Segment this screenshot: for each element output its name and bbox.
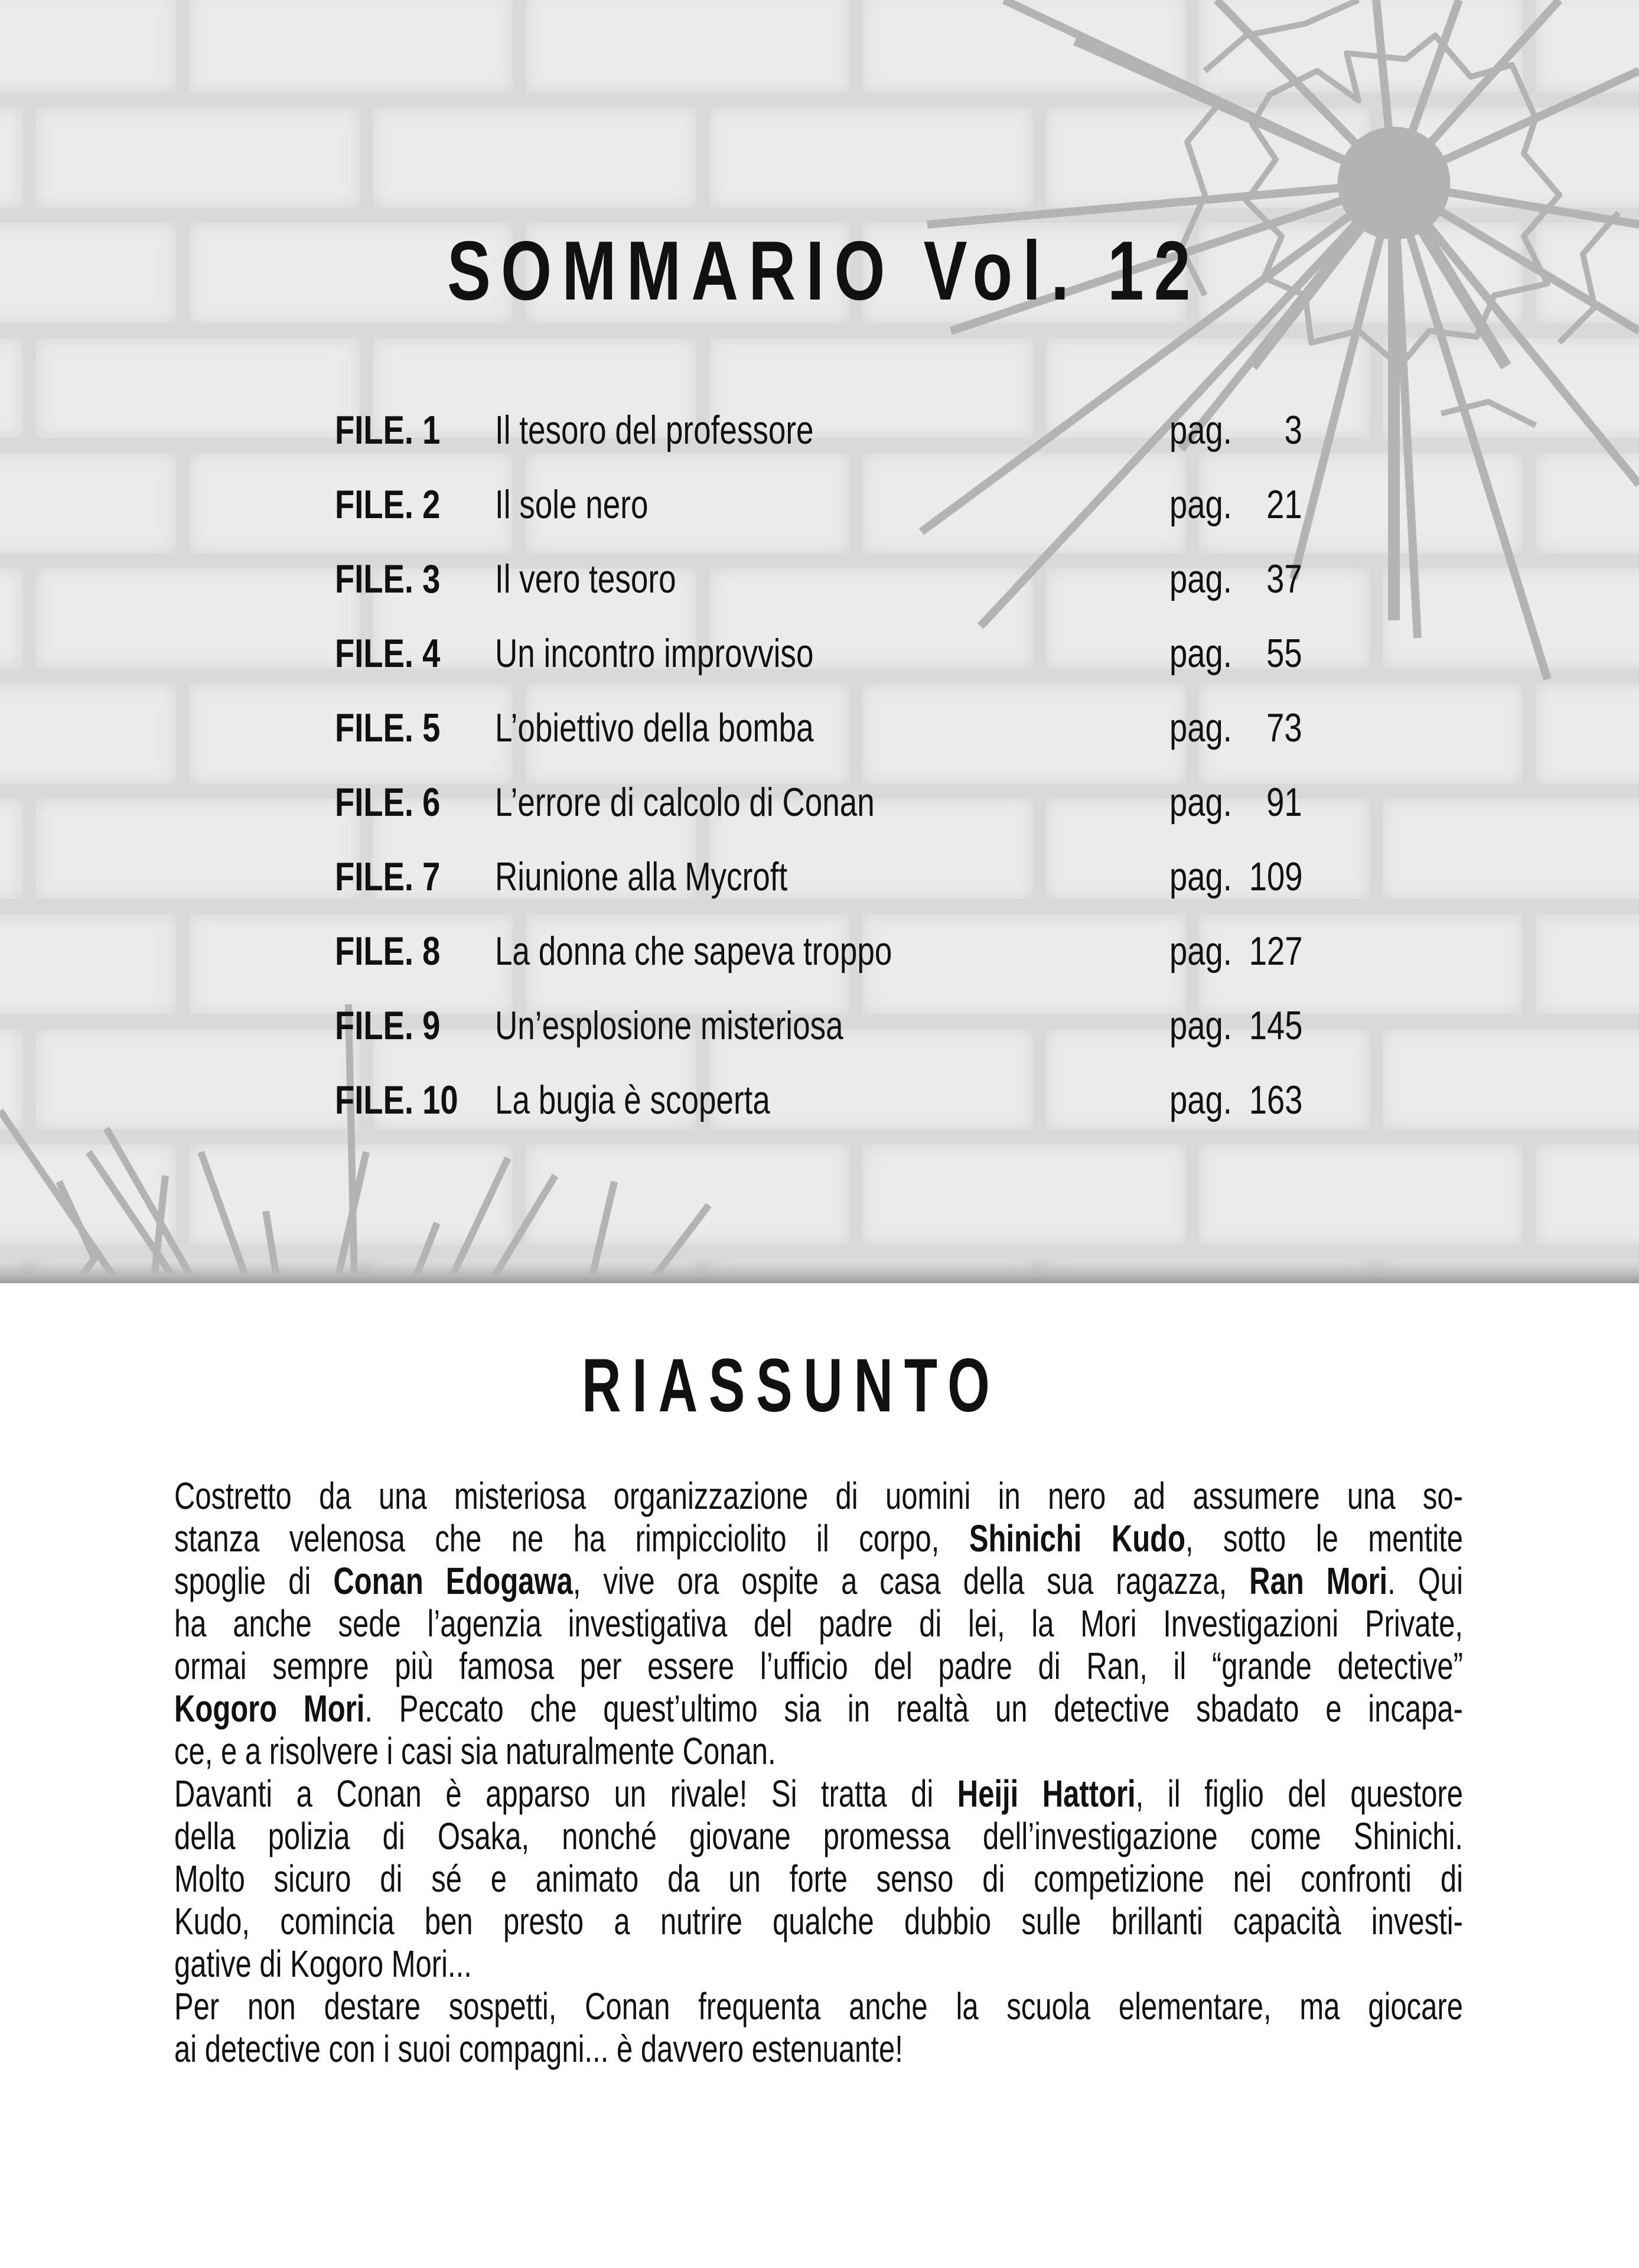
toc-page-label: pag.	[1169, 408, 1232, 453]
summary-line	[174, 1687, 1463, 1730]
summary-text: ai detective con i suoi compagni... è davvero estenuante!	[174, 2028, 903, 2070]
brick	[1199, 223, 1523, 323]
summary-line-text	[174, 1900, 1463, 1942]
toc-chapter-title: Il vero tesoro	[495, 557, 676, 601]
brick	[1536, 223, 1639, 323]
toc-page-number: 109	[1249, 854, 1302, 899]
brick	[0, 568, 23, 669]
page-title: SOMMARIO Vol. 12	[447, 224, 1201, 318]
toc-chapter-title: La bugia è scoperta	[495, 1078, 770, 1122]
summary-line	[174, 1815, 1463, 1857]
summary-line-text	[174, 1475, 1463, 1517]
summary-line-text	[174, 1772, 1463, 1815]
brick	[0, 1144, 176, 1245]
summary-text: ha anche sede l’agenzia investigativa del padre di lei, la Mori Investigazioni Private,	[174, 1602, 1463, 1645]
summary-line-text	[174, 1730, 1463, 1772]
brick	[709, 108, 1033, 208]
summary-text: gative di Kogoro Mori...	[174, 1942, 472, 1985]
toc-file-label: FILE. 1	[335, 408, 441, 453]
summary-line	[174, 1985, 1463, 2028]
table-of-contents	[335, 408, 1309, 1152]
summary-line	[174, 1900, 1463, 1942]
toc-chapter-title: Un incontro improvviso	[495, 631, 814, 676]
summary-line	[174, 1475, 1463, 1517]
toc-chapter-title: L’errore di calcolo di Conan	[495, 780, 875, 825]
summary-line-text	[174, 1602, 1463, 1645]
toc-page-number: 37	[1266, 557, 1302, 601]
summary-text: Kudo, comincia ben presto a nutrire qualche dubbio sulle brillanti capacità investi-	[174, 1900, 1463, 1942]
summary-text: stanza velenosa che ne ha rimpicciolito il corpo,	[174, 1517, 969, 1560]
toc-page-number: 91	[1266, 780, 1302, 825]
summary-line-text	[174, 1645, 1463, 1687]
summary-text: della polizia di Osaka, nonché giovane promessa dell’investigazione come Shinichi.	[174, 1815, 1463, 1857]
toc-file-label: FILE. 2	[335, 482, 441, 527]
summary-text: Molto sicuro di sé e animato da un forte senso di competizione nei confronti di	[174, 1857, 1463, 1900]
summary-line-text	[174, 1687, 1463, 1730]
toc-file-label: FILE. 8	[335, 929, 441, 974]
brick	[0, 223, 176, 323]
toc-entry	[335, 1003, 1309, 1078]
toc-chapter-title: L’obiettivo della bomba	[495, 705, 814, 750]
summary-line	[174, 1772, 1463, 1815]
toc-page-number: 21	[1266, 482, 1302, 527]
brick-wall-bottom-shadow	[0, 1258, 1639, 1283]
brick	[0, 0, 176, 93]
toc-page-label: pag.	[1169, 854, 1232, 899]
toc-page-number: 127	[1249, 929, 1302, 974]
brick	[1536, 684, 1639, 784]
brick	[1383, 338, 1639, 438]
brick	[526, 1144, 849, 1245]
summary-text: ce, e a risolvere i casi sia naturalmente Conan.	[174, 1730, 776, 1772]
toc-file-label: FILE. 4	[335, 631, 441, 676]
summary-line	[174, 1560, 1463, 1602]
brick	[0, 338, 23, 438]
brick	[0, 799, 23, 899]
toc-entry	[335, 705, 1309, 780]
brick	[1046, 108, 1370, 208]
toc-page-label: pag.	[1169, 1003, 1232, 1048]
summary-text: ormai sempre più famosa per essere l’ufficio del padre di Ran, il “grande detective”	[174, 1645, 1463, 1687]
brick	[1383, 1029, 1639, 1130]
toc-entry	[335, 408, 1309, 482]
brick	[526, 0, 849, 93]
toc-page-label: pag.	[1169, 482, 1232, 527]
toc-page-number: 163	[1249, 1078, 1302, 1122]
brick	[0, 453, 176, 554]
summary-text: , sotto le mentite	[1185, 1517, 1463, 1560]
summary-line-text	[174, 1815, 1463, 1857]
summary-text: spoglie di	[174, 1560, 334, 1602]
summary-line	[174, 1517, 1463, 1560]
toc-chapter-title: La donna che sapeva troppo	[495, 929, 892, 974]
toc-page-number: 55	[1266, 631, 1302, 676]
brick-course	[0, 108, 1639, 208]
toc-file-label: FILE. 5	[335, 705, 441, 750]
character-name: Kogoro Mori	[174, 1687, 365, 1730]
brick-course	[0, 1144, 1639, 1245]
summary-paragraph	[174, 1475, 1463, 2070]
brick	[1383, 799, 1639, 899]
brick	[862, 0, 1186, 93]
brick	[862, 1144, 1186, 1245]
brick	[0, 1029, 23, 1130]
toc-file-label: FILE. 3	[335, 557, 441, 601]
brick	[189, 0, 513, 93]
toc-file-label: FILE. 10	[335, 1078, 458, 1122]
brick	[0, 684, 176, 784]
brick	[1383, 108, 1639, 208]
toc-chapter-title: Un’esplosione misteriosa	[495, 1003, 843, 1048]
summary-heading: RIASSUNTO	[582, 1343, 1001, 1428]
summary-line-text	[174, 1517, 1463, 1560]
summary-line-text	[174, 1942, 1463, 1985]
brick	[0, 914, 176, 1014]
toc-page-number: 145	[1249, 1003, 1302, 1048]
toc-page-number: 3	[1284, 408, 1302, 453]
summary-text: Per non destare sospetti, Conan frequenta anche la scuola elementare, ma giocare	[174, 1985, 1463, 2028]
summary-line-text	[174, 2028, 1463, 2070]
character-name: Shinichi Kudo	[969, 1517, 1186, 1560]
toc-entry	[335, 631, 1309, 705]
summary-text: , il figlio del questore	[1135, 1772, 1463, 1815]
toc-file-label: FILE. 7	[335, 854, 441, 899]
brick-course	[0, 0, 1639, 93]
summary-line	[174, 2028, 1463, 2070]
toc-chapter-title: Il sole nero	[495, 482, 649, 527]
brick	[36, 338, 360, 438]
toc-chapter-title: Il tesoro del professore	[495, 408, 814, 453]
toc-page-label: pag.	[1169, 705, 1232, 750]
toc-page-label: pag.	[1169, 557, 1232, 601]
summary-line-text	[174, 1857, 1463, 1900]
summary-text: Costretto da una misteriosa organizzazione di uomini in nero ad assumere una so-	[174, 1475, 1463, 1517]
toc-page-label: pag.	[1169, 929, 1232, 974]
brick	[36, 568, 360, 669]
summary-line-text	[174, 1985, 1463, 2028]
brick	[0, 108, 23, 208]
toc-page-label: pag.	[1169, 1078, 1232, 1122]
toc-entry	[335, 482, 1309, 557]
brick	[36, 108, 360, 208]
toc-entry	[335, 929, 1309, 1003]
summary-line	[174, 1645, 1463, 1687]
summary-text: . Peccato che quest’ultimo sia in realtà un detective sbadato e incapa-	[364, 1687, 1463, 1730]
brick	[189, 1144, 513, 1245]
brick	[1199, 1144, 1523, 1245]
brick	[373, 108, 696, 208]
toc-page-number: 73	[1266, 705, 1302, 750]
toc-file-label: FILE. 6	[335, 780, 441, 825]
summary-line	[174, 1730, 1463, 1772]
toc-page-label: pag.	[1169, 780, 1232, 825]
summary-line	[174, 1602, 1463, 1645]
brick	[1199, 0, 1523, 93]
summary-line	[174, 1942, 1463, 1985]
brick	[1536, 0, 1639, 93]
toc-chapter-title: Riunione alla Mycroft	[495, 854, 788, 899]
brick	[1536, 1144, 1639, 1245]
brick	[36, 799, 360, 899]
brick	[36, 1029, 360, 1130]
summary-line-text	[174, 1560, 1463, 1602]
brick	[1383, 568, 1639, 669]
toc-entry	[335, 557, 1309, 631]
brick	[1536, 914, 1639, 1014]
character-name: Conan Edogawa	[333, 1560, 573, 1602]
summary-text: Davanti a Conan è apparso un rivale! Si tratta di	[174, 1772, 957, 1815]
character-name: Heiji Hattori	[957, 1772, 1136, 1815]
toc-file-label: FILE. 9	[335, 1003, 441, 1048]
toc-entry	[335, 854, 1309, 929]
character-name: Ran Mori	[1249, 1560, 1388, 1602]
toc-page-label: pag.	[1169, 631, 1232, 676]
toc-entry	[335, 780, 1309, 854]
summary-text: . Qui	[1387, 1560, 1463, 1602]
summary-line	[174, 1857, 1463, 1900]
toc-entry	[335, 1078, 1309, 1152]
brick	[1536, 453, 1639, 554]
summary-text: , vive ora ospite a casa della sua ragazza,	[572, 1560, 1250, 1602]
